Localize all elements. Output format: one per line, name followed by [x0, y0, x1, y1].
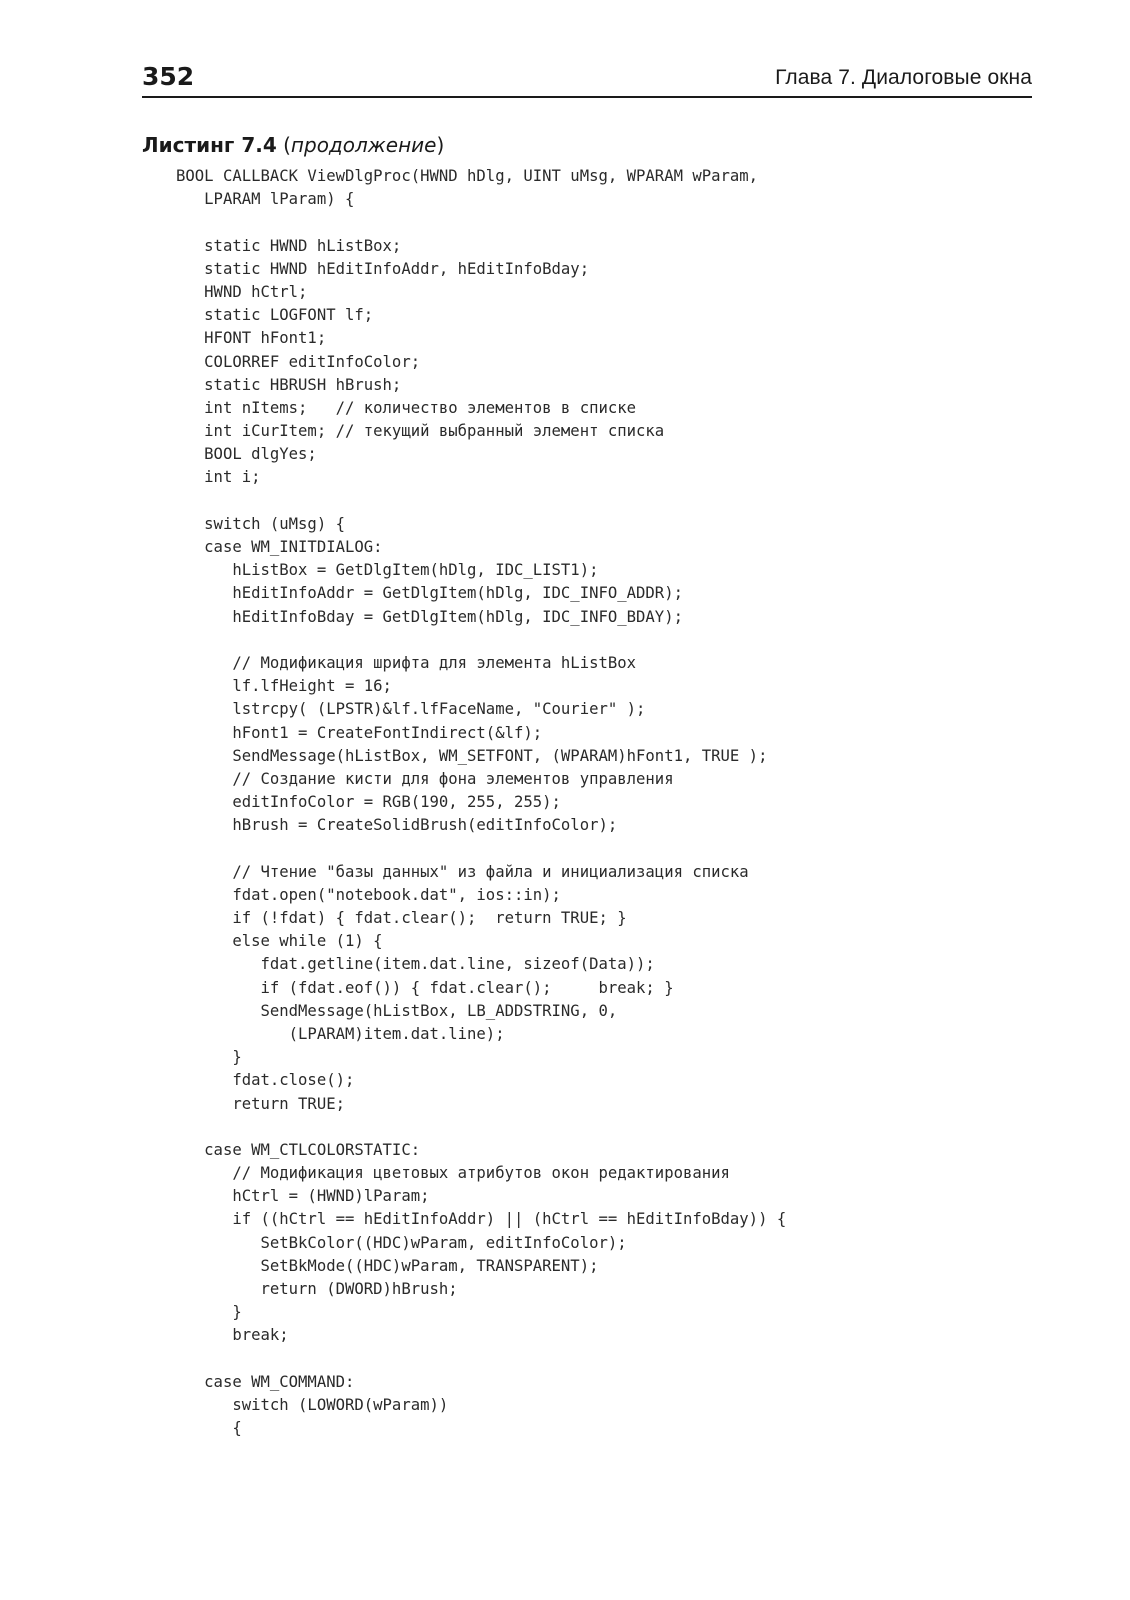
code-line: lf.lfHeight = 16; [176, 677, 392, 696]
code-line: else while (1) { [176, 932, 383, 951]
code-listing [176, 165, 786, 1440]
code-line: case WM_COMMAND: [176, 1372, 355, 1391]
code-line [176, 490, 786, 513]
code-line: hBrush = CreateSolidBrush(editInfoColor); [176, 816, 618, 835]
code-line: BOOL dlgYes; [176, 445, 317, 464]
code-line: SetBkColor((HDC)wParam, editInfoColor); [176, 1233, 627, 1252]
code-line: lstrcpy( (LPSTR)&lf.lfFaceName, "Courier" ); [176, 700, 646, 719]
code-line: SendMessage(hListBox, WM_SETFONT, (WPARAM)hFont1, TRUE ); [176, 746, 768, 765]
code-line: LPARAM lParam) { [176, 190, 355, 209]
code-line: BOOL CALLBACK ViewDlgProc(HWND hDlg, UINT uMsg, WPARAM wParam, [176, 167, 759, 185]
code-line: HFONT hFont1; [176, 329, 327, 348]
page-number: 352 [142, 62, 195, 91]
code-line: hCtrl = (HWND)lParam; [176, 1187, 430, 1206]
code-line: static HWND hEditInfoAddr, hEditInfoBday; [176, 259, 590, 278]
chapter-title: Глава 7. Диалоговые окна [775, 66, 1032, 89]
code-line: static LOGFONT lf; [176, 306, 374, 325]
code-line: int iCurItem; // текущий выбранный элемент списка [176, 422, 665, 441]
code-line: int nItems; // количество элементов в списке [176, 398, 637, 417]
listing-close-paren: ) [436, 133, 445, 157]
code-line [176, 211, 786, 234]
listing-continuation: продолжение [290, 133, 437, 157]
code-line: hListBox = GetDlgItem(hDlg, IDC_LIST1); [176, 561, 599, 580]
code-line: return (DWORD)hBrush; [176, 1280, 458, 1298]
code-line: { [176, 1419, 242, 1438]
code-line: HWND hCtrl; [176, 282, 308, 301]
code-line: editInfoColor = RGB(190, 255, 255); [176, 793, 561, 812]
code-line: } [176, 1303, 242, 1322]
code-line: return TRUE; [176, 1094, 345, 1113]
code-line: hFont1 = CreateFontIndirect(&lf); [176, 723, 543, 742]
code-line: if ((hCtrl == hEditInfoAddr) || (hCtrl == hEditInfoBday)) { [176, 1210, 787, 1229]
code-line: fdat.open("notebook.dat", ios::in); [176, 885, 561, 904]
listing-open-paren: ( [276, 133, 291, 157]
code-line: static HBRUSH hBrush; [176, 375, 402, 394]
code-line: hEditInfoAddr = GetDlgItem(hDlg, IDC_INFO_ADDR); [176, 584, 683, 603]
listing-heading [142, 132, 444, 158]
code-line: SendMessage(hListBox, LB_ADDSTRING, 0, [176, 1001, 618, 1020]
code-line: hEditInfoBday = GetDlgItem(hDlg, IDC_INFO_BDAY); [176, 607, 683, 626]
code-line: case WM_CTLCOLORSTATIC: [176, 1140, 421, 1159]
code-line: int i; [176, 468, 261, 487]
code-line: // Создание кисти для фона элементов управления [176, 769, 674, 788]
code-line: switch (LOWORD(wParam)) [176, 1395, 449, 1414]
code-line [176, 1348, 786, 1371]
code-line: (LPARAM)item.dat.line); [176, 1024, 505, 1043]
code-line: fdat.close(); [176, 1071, 355, 1090]
code-line: switch (uMsg) { [176, 514, 345, 533]
code-line: // Модификация шрифта для элемента hListBox [176, 653, 637, 672]
code-line: static HWND hListBox; [176, 236, 402, 255]
listing-label: Листинг 7.4 [142, 133, 277, 157]
code-line: COLORREF editInfoColor; [176, 352, 421, 371]
code-line: fdat.getline(item.dat.line, sizeof(Data)); [176, 955, 655, 974]
code-line: // Модификация цветовых атрибутов окон редактирования [176, 1164, 730, 1183]
code-line: if (!fdat) { fdat.clear(); return TRUE; } [176, 909, 627, 927]
page-header [142, 60, 1032, 98]
code-line [176, 629, 786, 652]
code-line: if (fdat.eof()) { fdat.clear(); break; } [176, 978, 674, 997]
code-line: // Чтение "базы данных" из файла и инициализация списка [176, 862, 749, 881]
code-line: case WM_INITDIALOG: [176, 538, 383, 556]
code-line [176, 837, 786, 860]
code-line: break; [176, 1326, 289, 1345]
code-line [176, 1116, 786, 1139]
code-line: } [176, 1048, 242, 1067]
code-line: SetBkMode((HDC)wParam, TRANSPARENT); [176, 1256, 599, 1275]
